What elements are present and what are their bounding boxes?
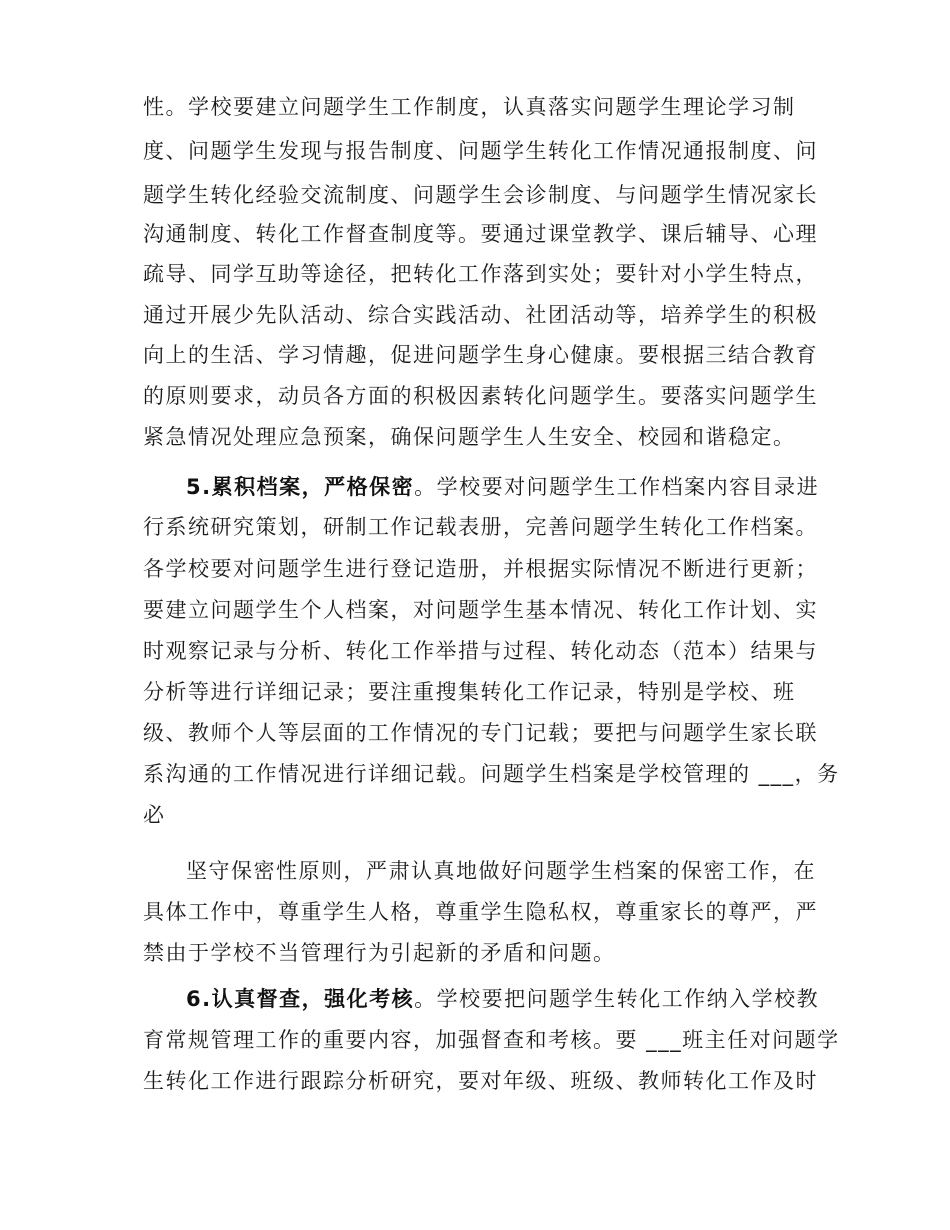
text-line: 级、教师个人等层面的工作情况的专门记载；要把与问题学生家长联 [143,721,818,745]
text-line: 坚守保密性原则，严肃认真地做好问题学生档案的保密工作，在 [186,859,816,883]
section-5-text: 。学校要对问题学生工作档案内容目录进 [414,475,820,499]
text-line: 向上的生活、学习情趣，促进问题学生身心健康。要根据三结合教育 [143,343,818,367]
section-5-heading: 5.累积档案，严格保密 [186,475,415,499]
text-line: 生转化工作进行跟踪分析研究，要对年级、班级、教师转化工作及时 [143,1069,818,1093]
text-line: 必 [143,803,166,827]
text-line: 沟通制度、转化工作督查制度等。要通过课堂教学、课后辅导、心理 [143,222,818,246]
text-line: 行系统研究策划，研制工作记载表册，完善问题学生转化工作档案。 [143,515,818,539]
text-line: 通过开展少先队活动、综合实践活动、社团活动等，培养学生的积极 [143,303,818,327]
text-line: 分析等进行详细记录；要注重搜集转化工作记录，特别是学校、班 [143,680,796,704]
text-line: 紧急情况处理应急预案，确保问题学生人生安全、校园和谐稳定。 [143,425,796,449]
text-line: 禁由于学校不当管理行为引起新的矛盾和问题。 [143,941,616,965]
text-line: 时观察记录与分析、转化工作举措与过程、转化动态（范本）结果与 [143,639,818,663]
text-line: 性。学校要建立问题学生工作制度，认真落实问题学生理论学习制 [143,95,796,119]
text-line: 度、问题学生发现与报告制度、问题学生转化工作情况通报制度、问 [143,139,818,163]
text-line: 的原则要求，动员各方面的积极因素转化问题学生。要落实问题学生 [143,384,818,408]
text-line: 各学校要对问题学生进行登记造册，并根据实际情况不断进行更新； [143,557,818,581]
section-6-heading: 6.认真督查，强化考核 [186,987,415,1011]
text-line: 疏导、同学互助等途径，把转化工作落到实处；要针对小学生特点， [143,262,818,286]
text-line: 题学生转化经验交流制度、问题学生会诊制度、与问题学生情况家长 [143,183,818,207]
text-line: 育常规管理工作的重要内容，加强督查和考核。要 ___班主任对问题学 [143,1028,840,1052]
text-line: 系沟通的工作情况进行详细记载。问题学生档案是学校管理的 ___，务 [143,762,840,786]
section-6-line [186,985,819,1013]
text-line: 具体工作中，尊重学生人格，尊重学生隐私权，尊重家长的尊严，严 [143,900,818,924]
section-6-text: 。学校要把问题学生转化工作纳入学校教 [414,987,820,1011]
section-5-line [186,473,819,501]
text-line: 要建立问题学生个人档案，对问题学生基本情况、转化工作计划、实 [143,598,818,622]
